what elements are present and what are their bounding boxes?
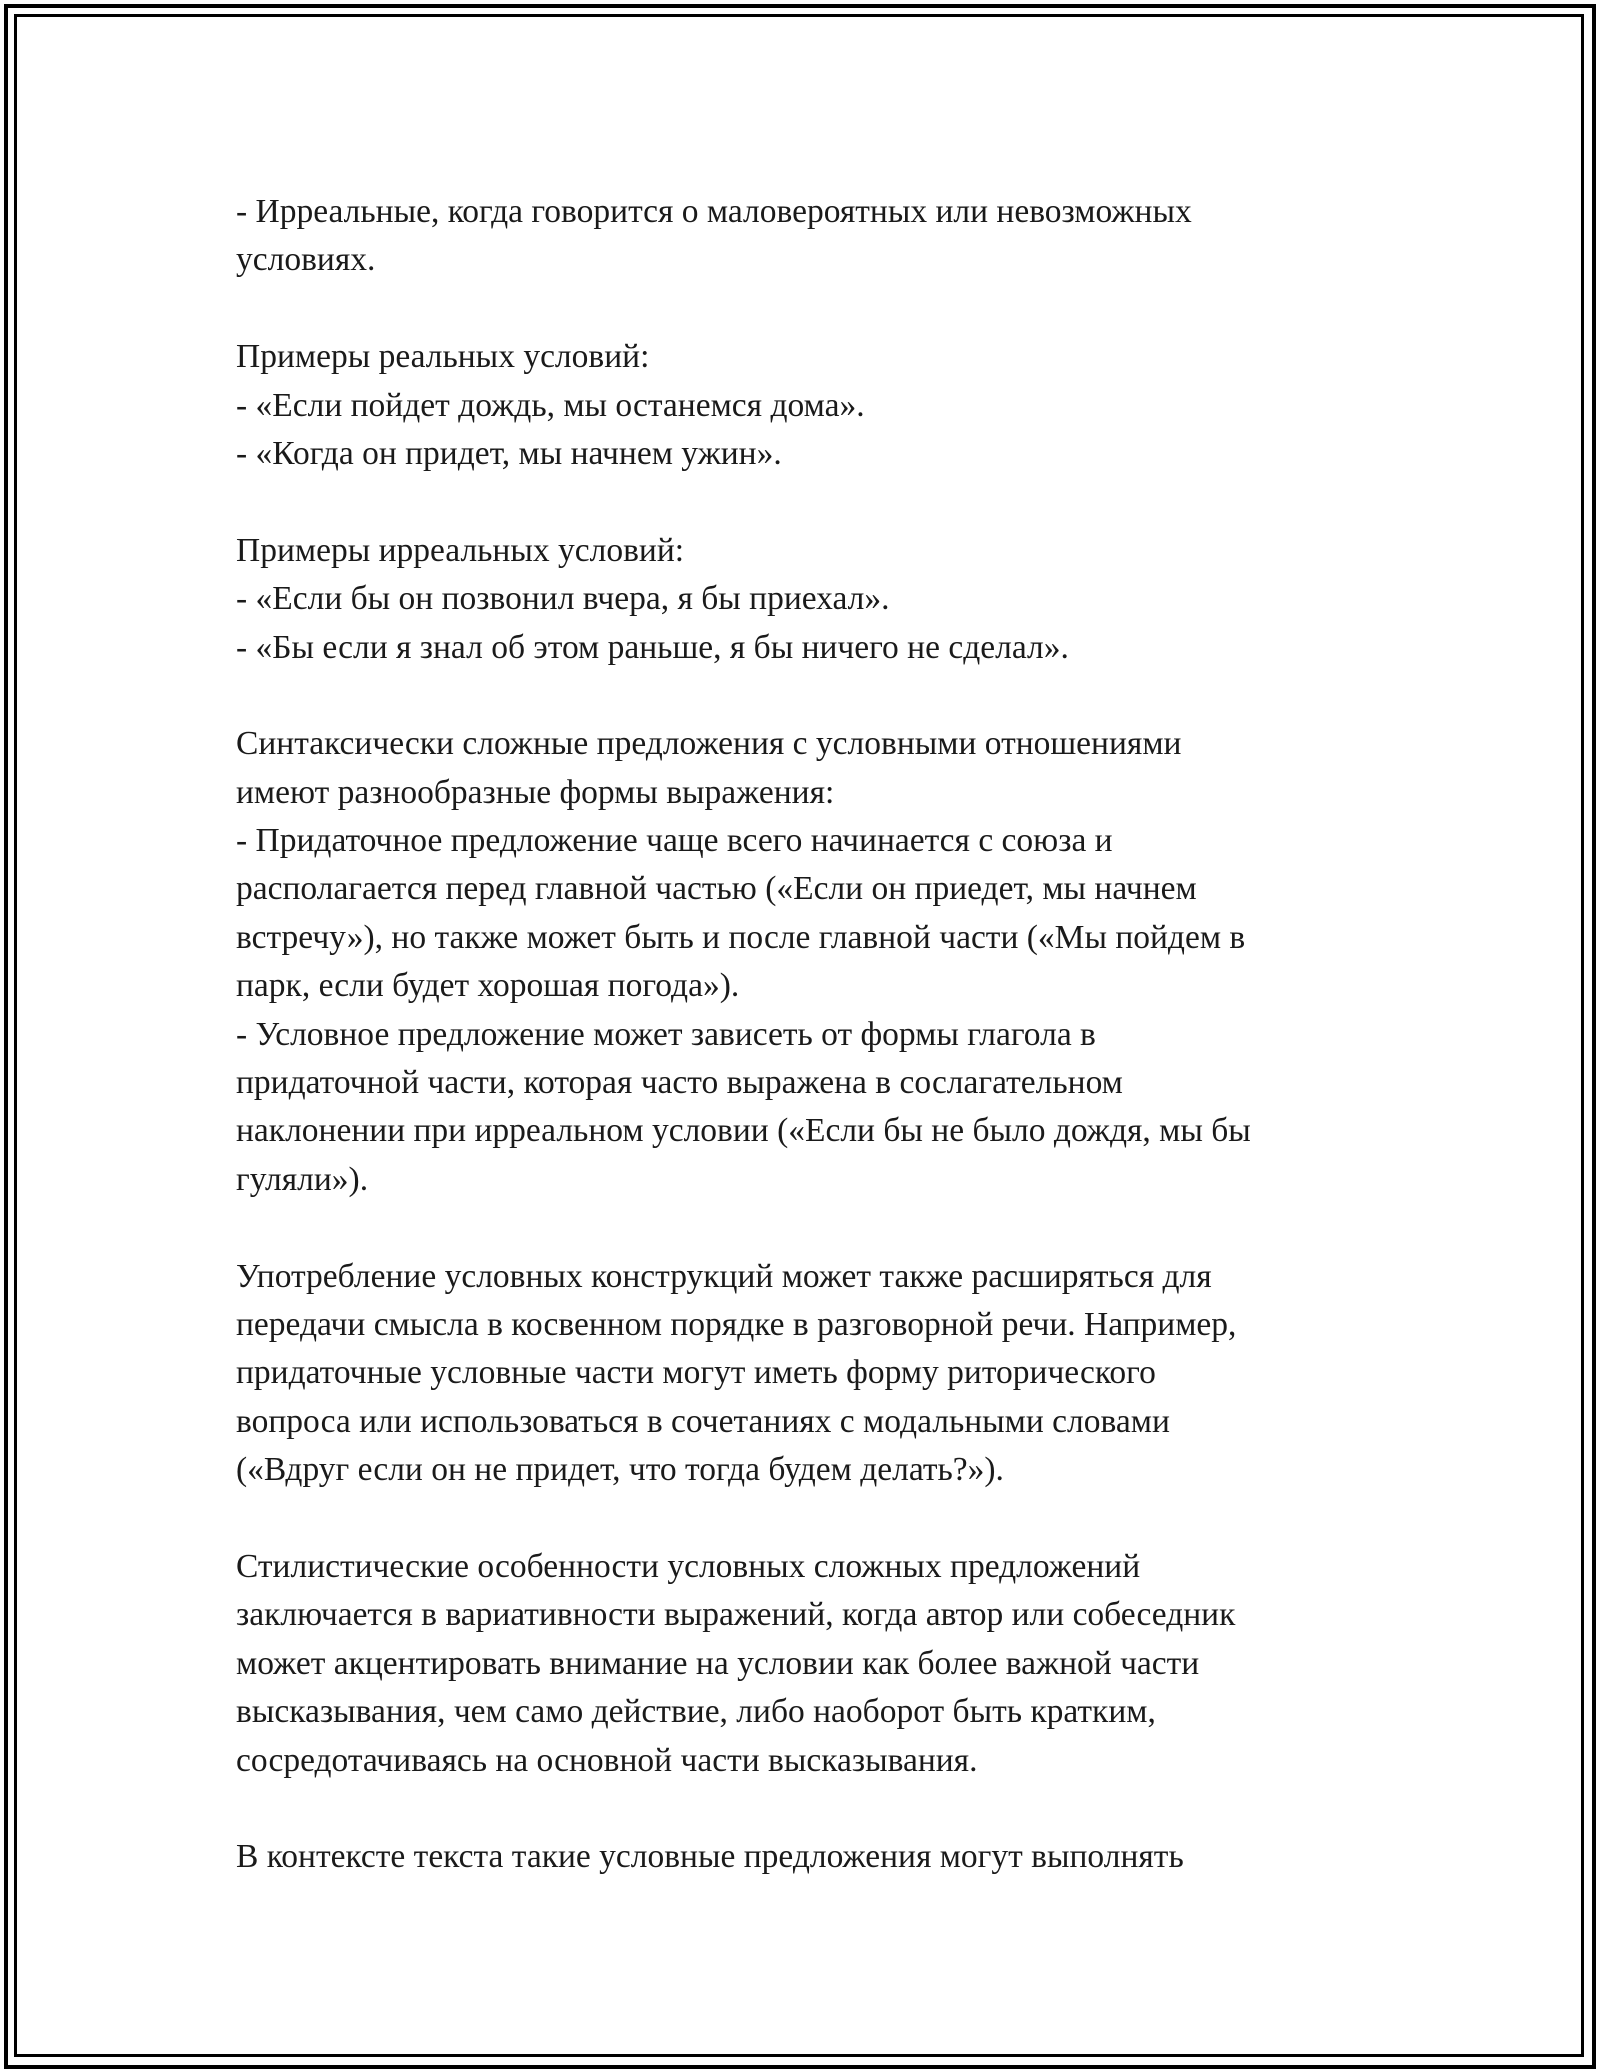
text-line: - «Бы если я знал об этом раньше, я бы ничего не сделал». <box>236 628 1069 666</box>
text-line: Синтаксически сложные предложения с условными отношениями <box>236 725 1182 763</box>
paragraph-real-examples <box>236 333 1366 478</box>
text-line: располагается перед главной частью («Если он приедет, мы начнем <box>236 870 1197 908</box>
text-line: - Ирреальные, когда говорится о маловероятных или невозможных <box>236 193 1192 230</box>
text-line: заключается в вариативности выражений, когда автор или собеседник <box>236 1596 1236 1634</box>
paragraph-gap <box>236 1204 1366 1252</box>
paragraph-context-function <box>236 1833 1366 1881</box>
text-line: Примеры реальных условий: <box>236 338 650 376</box>
text-line: - «Если пойдет дождь, мы останемся дома». <box>236 386 865 424</box>
text-line: высказывания, чем само действие, либо наоборот быть кратким, <box>236 1693 1156 1731</box>
text-line: - Условное предложение может зависеть от формы глагола в <box>236 1015 1096 1053</box>
text-line: парк, если будет хорошая погода»). <box>236 967 740 1005</box>
paragraph-stylistic-features <box>236 1543 1366 1785</box>
text-line: - Придаточное предложение чаще всего начинается с союза и <box>236 822 1113 860</box>
paragraph-gap <box>236 285 1366 333</box>
paragraph-gap <box>236 1495 1366 1543</box>
text-line: придаточной части, которая часто выражена в сослагательном <box>236 1064 1123 1102</box>
text-line: Примеры ирреальных условий: <box>236 531 685 569</box>
paragraph-colloquial-usage <box>236 1253 1366 1495</box>
text-line: - «Если бы он позвонил вчера, я бы приехал». <box>236 580 890 618</box>
text-line: гуляли»). <box>236 1160 369 1198</box>
text-line: встречу»), но также может быть и после главной части («Мы пойдем в <box>236 918 1246 956</box>
paragraph-irreal-examples <box>236 527 1366 672</box>
paragraph-gap <box>236 1785 1366 1833</box>
text-line: В контексте текста такие условные предложения могут выполнять <box>236 1838 1184 1876</box>
text-line: условиях. <box>236 241 376 279</box>
paragraph-irreal-definition <box>236 188 1366 285</box>
text-line: Стилистические особенности условных сложных предложений <box>236 1547 1141 1585</box>
text-line: придаточные условные части могут иметь форму риторического <box>236 1354 1156 1392</box>
text-line: передачи смысла в косвенном порядке в разговорной речи. Например, <box>236 1305 1237 1343</box>
text-line: может акцентировать внимание на условии как более важной части <box>236 1644 1200 1682</box>
text-line: наклонении при ирреальном условии («Если бы не было дождя, мы бы <box>236 1112 1251 1150</box>
text-line: Употребление условных конструкций может также расширяться для <box>236 1257 1212 1295</box>
text-line: сосредотачиваясь на основной части высказывания. <box>236 1741 978 1779</box>
text-line: вопроса или использоваться в сочетаниях с модальными словами <box>236 1402 1170 1440</box>
document-body <box>236 188 1366 1882</box>
text-line: имеют разнообразные формы выражения: <box>236 773 835 811</box>
text-line: - «Когда он придет, мы начнем ужин». <box>236 434 782 472</box>
paragraph-gap <box>236 672 1366 720</box>
text-line: («Вдруг если он не придет, что тогда будем делать?»). <box>236 1451 1004 1489</box>
paragraph-gap <box>236 478 1366 526</box>
paragraph-syntax-forms <box>236 720 1366 1204</box>
